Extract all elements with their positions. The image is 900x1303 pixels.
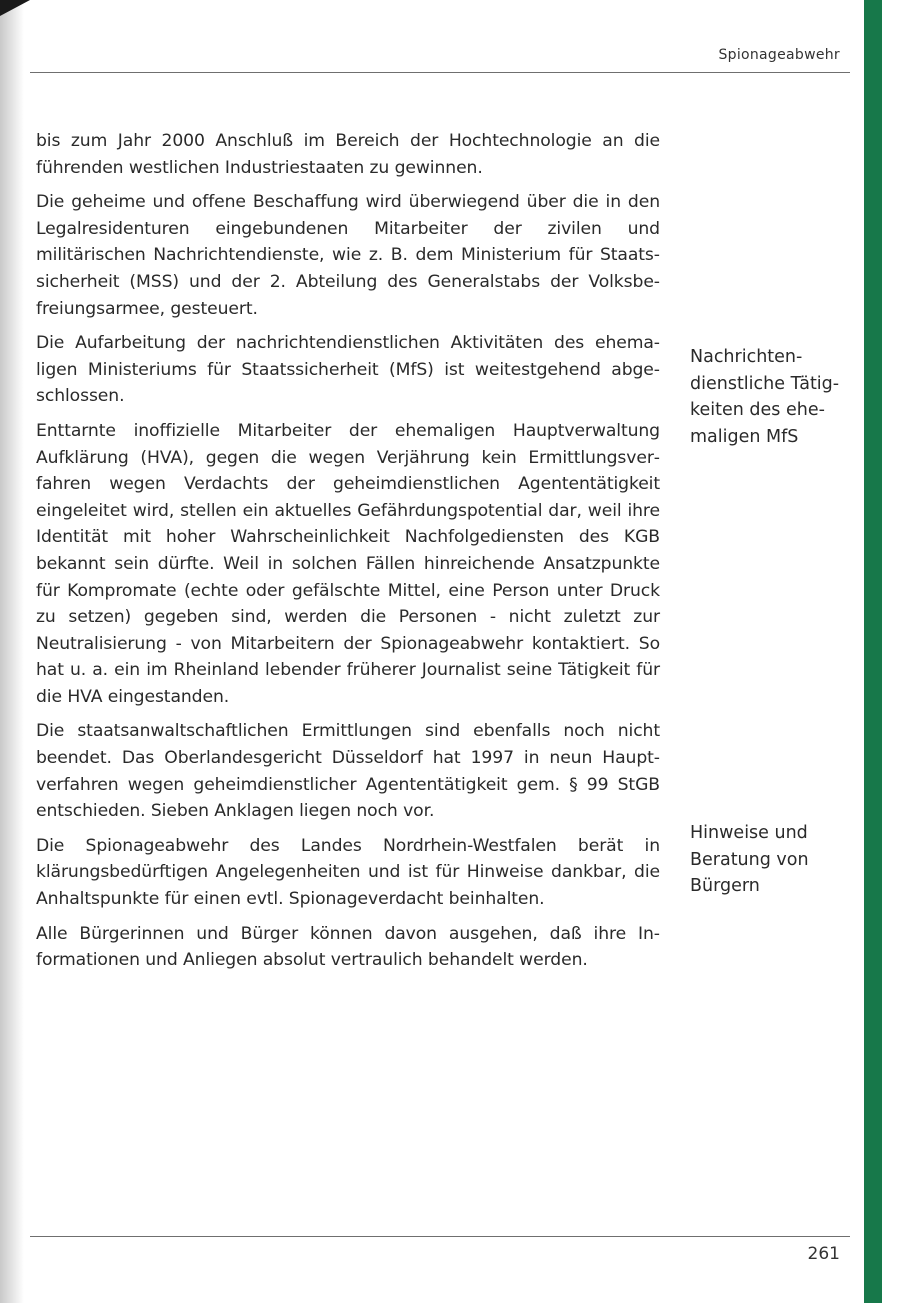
margin-note-mfs: Nachrichtendienstliche Tätigkeiten des ehemaligen MfS: [690, 347, 840, 447]
paragraph: Die staatsanwaltschaftlichen Ermittlungen sind ebenfalls noch nicht beendet. Das Oberlandesgericht Düsseldorf hat 1997 in neun Hauptverfahren wegen geheimdienstlicher Agententätigkeit gem. § 99 StGB entschieden. Sieben Anklagen liegen noch vor.: [36, 721, 660, 822]
page-number: 261: [807, 1244, 840, 1264]
chapter-color-bar: [864, 0, 882, 1303]
paragraph: bis zum Jahr 2000 Anschluß im Bereich der Hochtechnologie an die führenden westlichen Industriestaaten zu gewinnen.: [36, 131, 660, 178]
paragraph: Die Aufarbeitung der nachrichtendienstlichen Aktivitäten des ehemaligen Ministeriums für Staatssicherheit (MfS) ist weitestgehend abgeschlossen.: [36, 333, 660, 407]
paragraph: Alle Bürgerinnen und Bürger können davon ausgehen, daß ihre Informationen und Anliegen absolut vertraulich behandelt werden.: [36, 923, 660, 971]
margin-note-advice: Hinweise und Beratung von Bürgern: [690, 823, 809, 896]
scan-shadow: [0, 0, 24, 1303]
page-edge: [882, 0, 900, 1303]
paragraph: Enttarnte inoffizielle Mitarbeiter der ehemaligen Hauptverwaltung Aufklärung (HVA), gegen die wegen Verjährung kein Ermittlungsverfahren wegen Verdachts der geheimdienstlichen Agententätigkeit eingeleitet wird, stellen ein aktuelles Gefährdungspotential dar, weil ihre Identität mit hoher Wahrscheinlichkeit Nachfolgediensten des KGB bekannt sein dürfte. Weil in solchen Fällen hinreichende Ansatzpunkte für Kompromate (echte oder gefälschte Mittel, eine Person unter Druck zu setzen) gegeben sind, werden die Personen - nicht zuletzt zur Neutralisierung - von Mitarbeitern der Spionageabwehr kontaktiert. So hat u. a. ein im Rheinland lebender früherer Journalist seine Tätigkeit für die HVA eingestanden.: [36, 420, 660, 707]
running-header: Spionageabwehr: [718, 47, 840, 63]
header-rule: [30, 72, 850, 73]
paragraph: Die Spionageabwehr des Landes Nordrhein-Westfalen berät in klärungsbedürftigen Angelegenheiten und ist für Hinweise dankbar, die Anhaltspunkte für einen evtl. Spionageverdacht beinhalten.: [36, 835, 660, 910]
paragraph: Die geheime und offene Beschaffung wird überwiegend über die in den Legalresidenturen eingebundenen Mitarbeiter der zivilen und militärischen Nachrichtendienste, wie z. B. dem Ministerium für Staatssicherheit (MSS) und der 2. Abteilung des Generalstabs der Volksbefreiungsarmee, gesteuert.: [36, 192, 660, 319]
corner-mark: [0, 0, 30, 16]
main-text: [36, 128, 660, 982]
footer-rule: [30, 1236, 850, 1237]
